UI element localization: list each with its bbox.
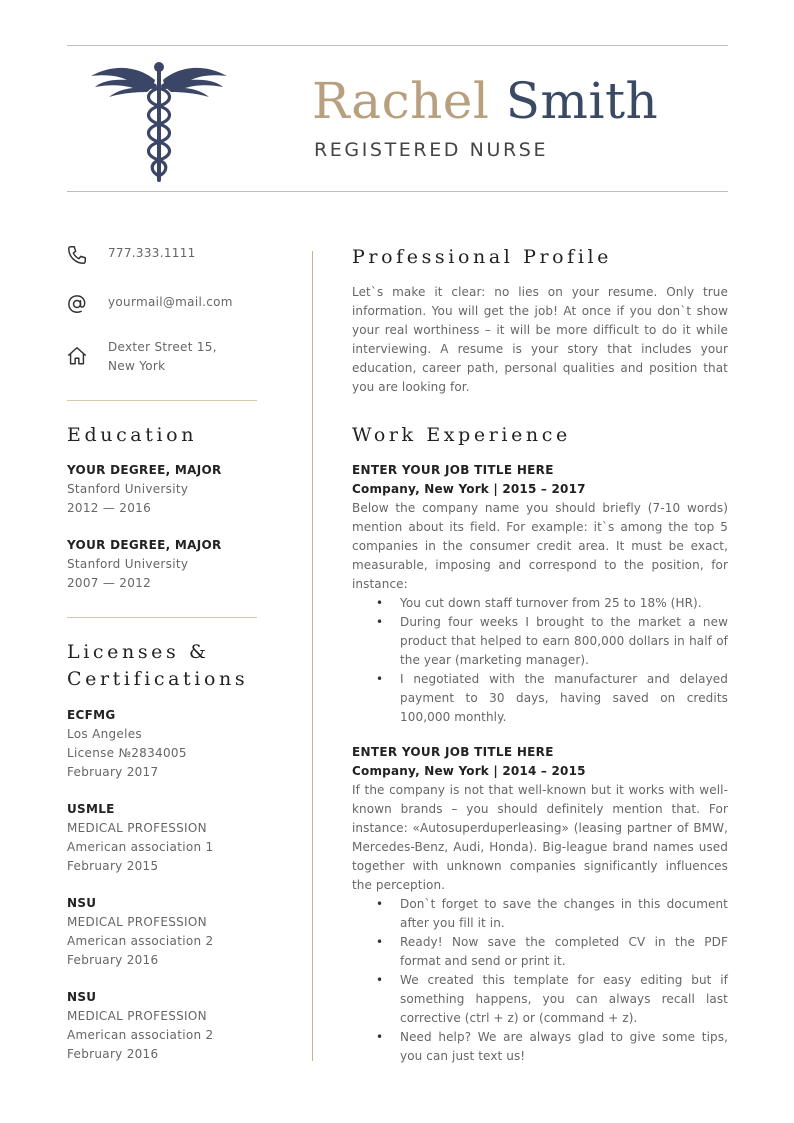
- experience-heading: Work Experience: [352, 424, 571, 446]
- license-detail: American association 2: [67, 934, 214, 948]
- license-detail: MEDICAL PROFESSION: [67, 915, 207, 929]
- phone-number: 777.333.1111: [108, 246, 196, 260]
- home-icon: [66, 345, 88, 367]
- job-entry: [352, 461, 728, 727]
- list-item: • Ready! Now save the completed CV in the PDF format and send or print it.: [400, 933, 728, 971]
- license-date: February 2015: [67, 859, 159, 873]
- license-date: February 2016: [67, 1047, 159, 1061]
- profile-text: Let`s make it clear: no lies on your resume. Only true information. You will get the job! At once if you don`t show your real worthiness – it will be more difficult to do it while interviewing. A resume is your story that includes your education, career path, personal qualities and position that you are looking for.: [352, 285, 728, 394]
- email-address: yourmail@mail.com: [108, 295, 233, 309]
- job-entry-company: Company, New York | 2015 – 2017: [352, 482, 586, 496]
- licenses-heading-line-1: Licenses &: [67, 641, 210, 663]
- job-entry-description: Below the company name you should briefly (7-10 words) mention about its field. For example: it`s among the top 5 companies in the consumer credit area. It must be exact, measurable, imposing and correspond to the position, for instance:: [352, 501, 728, 591]
- years: 2012 — 2016: [67, 501, 152, 515]
- school: Stanford University: [67, 482, 189, 496]
- list-item: • We created this template for easy editing but if something happens, you can always recall last corrective (ctrl + z) or (command + z).: [400, 971, 728, 1028]
- last-name: Smith: [505, 72, 659, 130]
- job-entry-bullets: [352, 895, 728, 1066]
- column-divider: [312, 251, 313, 1061]
- address-line-2: New York: [108, 359, 166, 373]
- license-name: NSU: [67, 990, 97, 1004]
- job-title: REGISTERED NURSE: [314, 139, 549, 161]
- license-name: ECFMG: [67, 708, 116, 722]
- phone-icon: [66, 244, 88, 266]
- license-detail: American association 2: [67, 1028, 214, 1042]
- license-name: USMLE: [67, 802, 115, 816]
- header-bottom-rule: [67, 191, 728, 192]
- license-date: February 2017: [67, 765, 159, 779]
- education-item: [67, 461, 297, 518]
- license-item: [67, 800, 297, 876]
- education-separator: [67, 617, 257, 618]
- license-item: [67, 706, 297, 782]
- job-entry: [352, 743, 728, 1066]
- contact-separator: [67, 400, 257, 401]
- caduceus-icon: [89, 58, 229, 184]
- list-item: • You cut down staff turnover from 25 to 18% (HR).: [400, 594, 728, 613]
- license-item: [67, 988, 297, 1064]
- license-item: [67, 894, 297, 970]
- list-item: • During four weeks I brought to the market a new product that helped to earn 800,000 dollars in half of the year (marketing manager).: [400, 613, 728, 670]
- profile-heading: Professional Profile: [352, 246, 613, 268]
- degree: YOUR DEGREE, MAJOR: [67, 463, 222, 477]
- contact-address: [66, 338, 217, 376]
- license-detail: Los Angeles: [67, 727, 142, 741]
- list-item: • Don`t forget to save the changes in this document after you fill it in.: [400, 895, 728, 933]
- license-detail: License №2834005: [67, 746, 187, 760]
- license-date: February 2016: [67, 953, 159, 967]
- list-item: • I negotiated with the manufacturer and delayed payment to 30 days, having saved on credits 100,000 monthly.: [400, 670, 728, 727]
- school: Stanford University: [67, 557, 189, 571]
- job-entry-bullets: [352, 594, 728, 727]
- job-entry-title: ENTER YOUR JOB TITLE HERE: [352, 463, 554, 477]
- at-icon: [66, 293, 88, 315]
- job-entry-title: ENTER YOUR JOB TITLE HERE: [352, 745, 554, 759]
- years: 2007 — 2012: [67, 576, 152, 590]
- list-item: • Need help? We are always glad to give some tips, you can just text us!: [400, 1028, 728, 1066]
- license-detail: MEDICAL PROFESSION: [67, 821, 207, 835]
- license-detail: MEDICAL PROFESSION: [67, 1009, 207, 1023]
- license-name: NSU: [67, 896, 97, 910]
- education-heading: Education: [67, 424, 198, 446]
- licenses-heading-line-2: Certifications: [67, 668, 249, 690]
- degree: YOUR DEGREE, MAJOR: [67, 538, 222, 552]
- job-entry-company: Company, New York | 2014 – 2015: [352, 764, 586, 778]
- contact-phone: [66, 244, 196, 266]
- header-top-rule: [67, 45, 728, 46]
- job-entry-description: If the company is not that well-known but it works with well-known brands – you should definitely mention that. For instance: «Autosuperduperleasing» (leasing partner of BMW, Mercedes-Benz, Audi, Honda). Big-league brand names used together with unknown companies significantly influences the perception.: [352, 783, 728, 892]
- candidate-name: [312, 70, 658, 132]
- first-name: Rachel: [312, 72, 490, 130]
- contact-email: [66, 293, 233, 315]
- education-item: [67, 536, 297, 593]
- address-line-1: Dexter Street 15,: [108, 340, 217, 354]
- license-detail: American association 1: [67, 840, 214, 854]
